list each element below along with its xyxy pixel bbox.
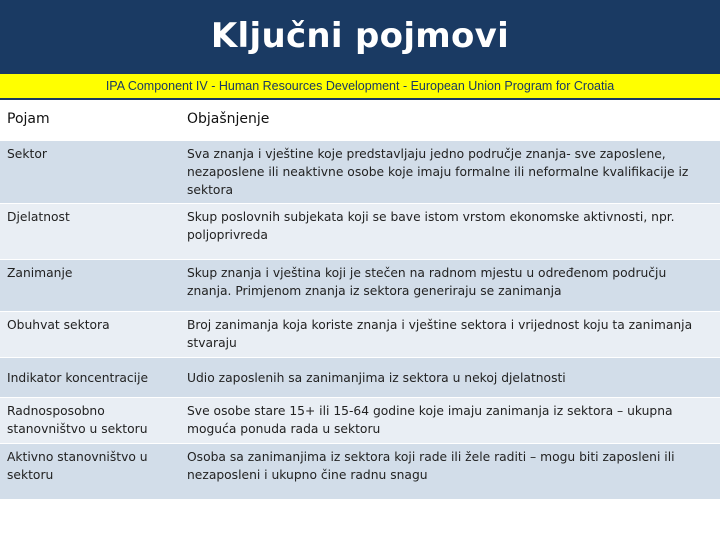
table-row [0,204,720,260]
column-header-explanation: Objašnjenje [180,100,720,140]
program-banner-text: IPA Component IV - Human Resources Development - European Union Program for Croatia [105,79,615,93]
term-cell: Indikator koncentracije [0,358,180,398]
table-row [0,358,720,398]
term-cell: Obuhvat sektora [0,312,180,358]
term-cell: Djelatnost [0,204,180,260]
title-bar [0,0,720,72]
term-cell: Sektor [0,140,180,204]
page-title: Ključni pojmovi [210,16,510,56]
table-header-row [0,100,720,140]
table-row [0,398,720,444]
explanation-cell: Sve osobe stare 15+ ili 15-64 godine koje imaju zanimanja iz sektora – ukupna moguća ponuda rada u sektoru [180,398,720,444]
term-cell: Aktivno stanovništvo u sektoru [0,444,180,500]
table-row [0,312,720,358]
explanation-cell: Udio zaposlenih sa zanimanjima iz sektora u nekoj djelatnosti [180,358,720,398]
explanation-cell: Sva znanja i vještine koje predstavljaju jedno područje znanja- sve zaposlene, nezaposlene ili neaktivne osobe koje imaju formalne ili neformalne kvalifikacije iz sektora [180,140,720,204]
key-terms-table [0,100,720,500]
term-cell: Radnosposobno stanovništvo u sektoru [0,398,180,444]
table-row [0,260,720,312]
table-row [0,140,720,204]
term-cell: Zanimanje [0,260,180,312]
table-row [0,444,720,500]
explanation-cell: Broj zanimanja koja koriste znanja i vještine sektora i vrijednost koju ta zanimanja stvaraju [180,312,720,358]
column-header-term: Pojam [0,100,180,140]
program-banner [0,72,720,100]
explanation-cell: Skup poslovnih subjekata koji se bave istom vrstom ekonomske aktivnosti, npr. poljoprivreda [180,204,720,260]
explanation-cell: Skup znanja i vještina koji je stečen na radnom mjestu u određenom području znanja. Primjenom znanja iz sektora generiraju se zanimanja [180,260,720,312]
explanation-cell: Osoba sa zanimanjima iz sektora koji rade ili žele raditi – mogu biti zaposleni ili nezaposleni i ukupno čine radnu snagu [180,444,720,500]
